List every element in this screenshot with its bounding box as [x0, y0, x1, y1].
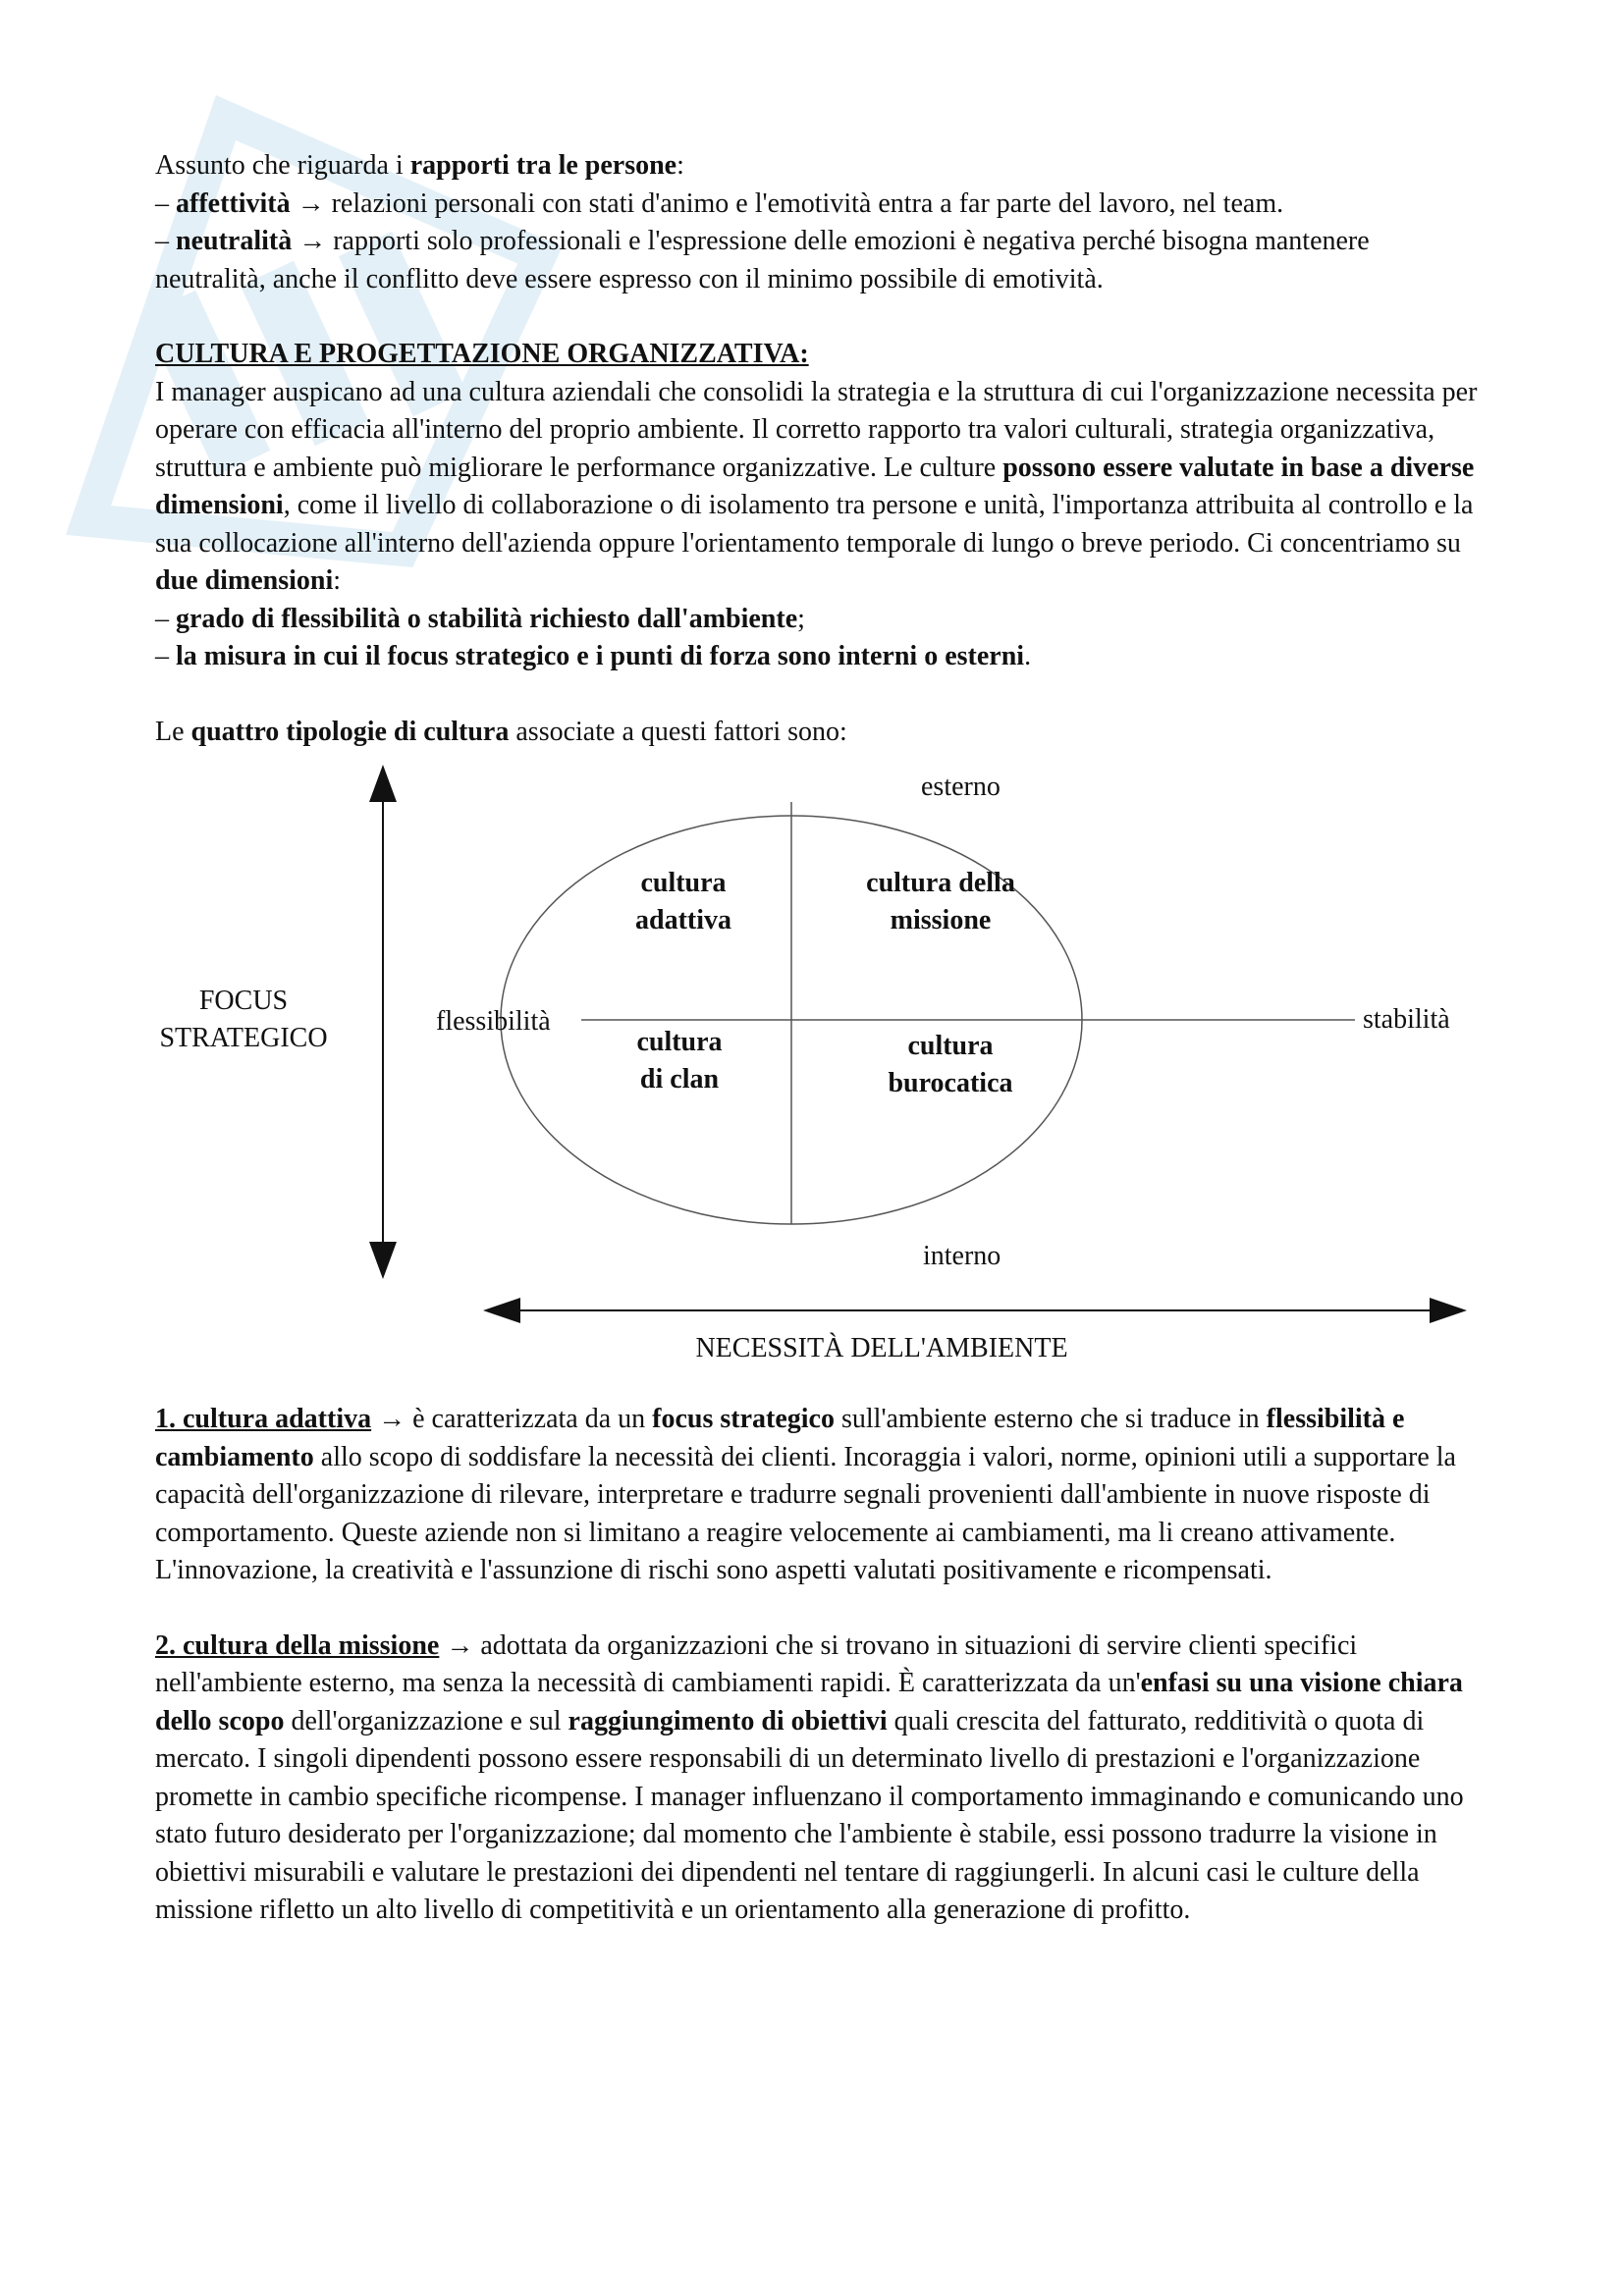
- section-paragraph: I manager auspicano ad una cultura aziendali che consolidi la strategia e la struttura di cui l'organizzazione necessita per operare con efficacia all'interno del proprio ambiente. Il corretto rapporto tra valori culturali, strategia organizzativa, struttura e ambiente può migliorare le performance organizzative. Le culture possono essere valutate in base a diverse dimensioni, come il livello di collaborazione o di isolamento tra persone e unità, l'importanza attribuita al controllo e la sua collocazione all'interno dell'azienda oppure l'orientamento temporale di lungo o breve periodo. Ci concentriamo su due dimensioni:: [155, 376, 1478, 596]
- document-page: [155, 147, 1481, 1930]
- item-cultura-missione: 2. cultura della missione → adottata da organizzazioni che si trovano in situazioni di servire clienti specifici nell'ambiente esterno, ma senza la necessità di cambiamenti rapidi. È caratterizzata da un'enfasi su una visione chiara dello scopo dell'organizzazione e sul raggiungimento di obiettivi quali crescita del fatturato, redditività o quota di mercato. I singoli dipendenti possono essere responsabili di un determinato livello di prestazioni e l'organizzazione promette in cambio specifiche ricompense. I manager influenzano il comportamento immaginando e comunicando uno stato futuro desiderato per l'organizzazione; dal momento che l'ambiente è stabile, essi possono tradurre la visione in obiettivi misurabili e valutare le prestazioni dei dipendenti nel tentare di raggiungerli. In alcuni casi le culture della missione rifletto un alto livello di competitività e un orientamento alla generazione di profitto.: [155, 1629, 1464, 1925]
- vertical-axis-arrow-up: [369, 765, 397, 802]
- label-esterno: esterno: [921, 772, 1001, 802]
- section-heading: CULTURA E PROGETTAZIONE ORGANIZZATIVA:: [155, 339, 809, 369]
- label-interno: interno: [923, 1241, 1001, 1271]
- horizontal-axis-arrow-right: [1430, 1298, 1467, 1323]
- culture-diagram: [155, 753, 1481, 1362]
- intro-line: Assunto che riguarda i rapporti tra le persone:: [155, 150, 684, 181]
- quadrant-cultura-missione: cultura della missione: [866, 868, 1015, 935]
- quadrant-cultura-adattiva: cultura adattiva: [635, 868, 731, 935]
- neutralita-item: – neutralità → rapporti solo professionali e l'espressione delle emozioni è negativa perché bisogna mantenere neutralità, anche il conflitto deve essere espresso con il minimo possibile di emotività.: [155, 226, 1370, 294]
- label-stabilita: stabilità: [1363, 1004, 1450, 1035]
- quadrant-cultura-burocratica: cultura burocatica: [888, 1031, 1013, 1098]
- vertical-axis-arrow-down: [369, 1242, 397, 1279]
- label-flessibilita: flessibilità: [436, 1006, 551, 1037]
- affettivita-item: – affettività → relazioni personali con stati d'animo e l'emotività entra a far parte del lavoro, nel team.: [155, 187, 1284, 219]
- item-cultura-adattiva: 1. cultura adattiva → è caratterizzata da un focus strategico sull'ambiente esterno che si traduce in flessibilità e cambiamento allo scopo di soddisfare la necessità dei clienti. Incoraggia i valori, norme, opinioni utili a supportare la capacità dell'organizzazione di rilevare, interpretare e tradurre segnali provenienti dall'ambiente in nuove risposte di comportamento. Queste aziende non si limitano a reagire velocemente ai cambiamenti, ma li creano attivamente. L'innovazione, la creatività e l'assunzione di rischi sono aspetti valutati positivamente e ricompensati.: [155, 1404, 1456, 1585]
- dimension-1: – grado di flessibilità o stabilità richiesto dall'ambiente;: [155, 603, 805, 634]
- label-necessita-ambiente: NECESSITÀ DELL'AMBIENTE: [695, 1333, 1068, 1363]
- diagram-graphics: [155, 753, 1481, 1362]
- quadrant-cultura-clan: cultura di clan: [636, 1027, 723, 1095]
- horizontal-axis-arrow-left: [483, 1298, 520, 1323]
- label-focus-strategico: FOCUS STRATEGICO: [159, 986, 328, 1053]
- dimension-2: – la misura in cui il focus strategico e i punti di forza sono interni o esterni.: [155, 641, 1032, 671]
- types-intro: Le quattro tipologie di cultura associate a questi fattori sono:: [155, 716, 847, 747]
